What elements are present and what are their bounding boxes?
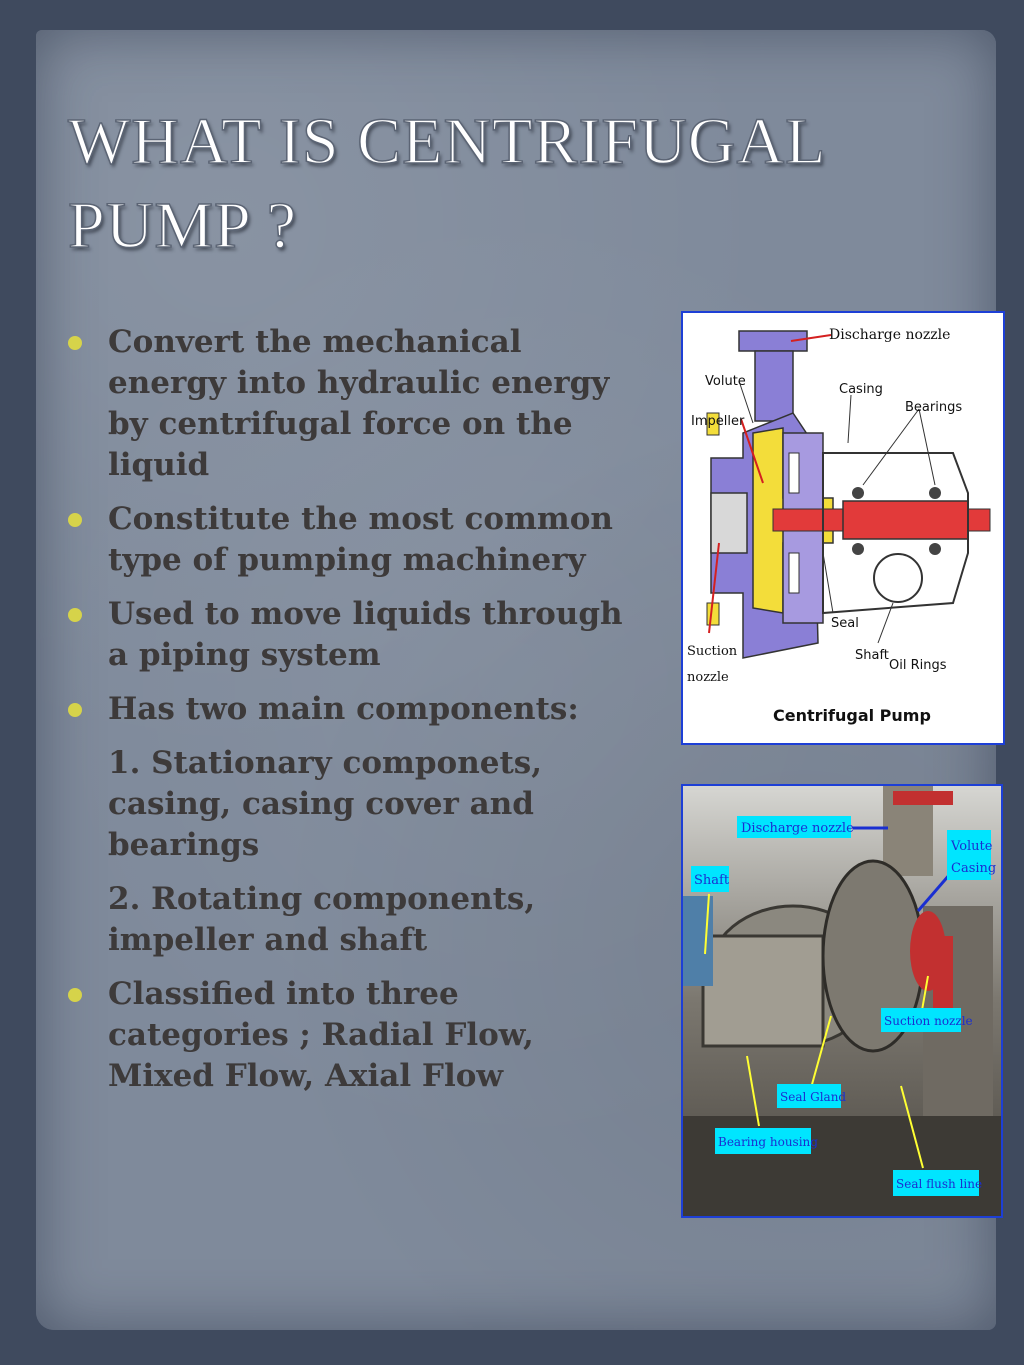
diagram-caption: Centrifugal Pump [773,706,931,725]
label-seal: Seal [831,616,859,631]
bullet-item [68,322,648,486]
bullet-dot [68,336,82,350]
label-discharge-nozzle: Discharge nozzle [829,327,951,343]
label-casing: Casing [839,382,883,397]
bullet-text: Constitute the most common type of pumping machinery [108,501,613,578]
slide-title: WHAT IS CENTRIFUGAL PUMP ? [68,105,824,262]
bullet-item [68,594,648,676]
bullet-dot [68,608,82,622]
pump-photo-figure [681,784,1003,1218]
label-volute: Volute [705,374,746,389]
bullet-dot [68,703,82,717]
bullet-list [68,322,648,1110]
bullet-item [68,689,648,730]
label-shaft: Shaft [855,648,889,663]
sub-item-stationary: 1. Stationary componets, casing, casing cover and bearings [108,745,543,863]
pump-diagram [683,313,1003,743]
photo-label-discharge-nozzle: Discharge nozzle [741,821,854,836]
bullet-text: Classified into three categories ; Radial Flow, Mixed Flow, Axial Flow [108,976,534,1094]
label-impeller: Impeller [691,414,745,429]
bullet-item [68,499,648,581]
pump-photo [683,786,1001,1216]
label-oil-rings: Oil Rings [889,658,947,673]
photo-label-casing: Casing [951,861,997,876]
bullet-dot [68,513,82,527]
label-nozzle: nozzle [687,670,729,685]
bullet-dot [68,988,82,1002]
photo-label-seal-flush-line: Seal flush line [896,1177,983,1191]
sub-item-rotating: 2. Rotating components, impeller and shaft [108,881,536,958]
bullet-text: Has two main components: [108,691,579,727]
bullet-item [68,974,648,1097]
photo-label-volute: Volute [951,839,993,854]
bullet-text: Used to move liquids through a piping system [108,596,623,673]
label-suction: Suction [687,644,738,659]
bullet-text: Convert the mechanical energy into hydraulic energy by centrifugal force on the liquid [108,324,610,483]
label-bearings: Bearings [905,400,963,415]
photo-label-suction-nozzle: Suction nozzle [884,1014,973,1028]
photo-label-bearing-housing: Bearing housing [718,1135,818,1149]
photo-label-seal-gland: Seal Gland [780,1090,847,1104]
pump-diagram-figure [681,311,1005,745]
photo-label-shaft: Shaft [694,873,730,888]
